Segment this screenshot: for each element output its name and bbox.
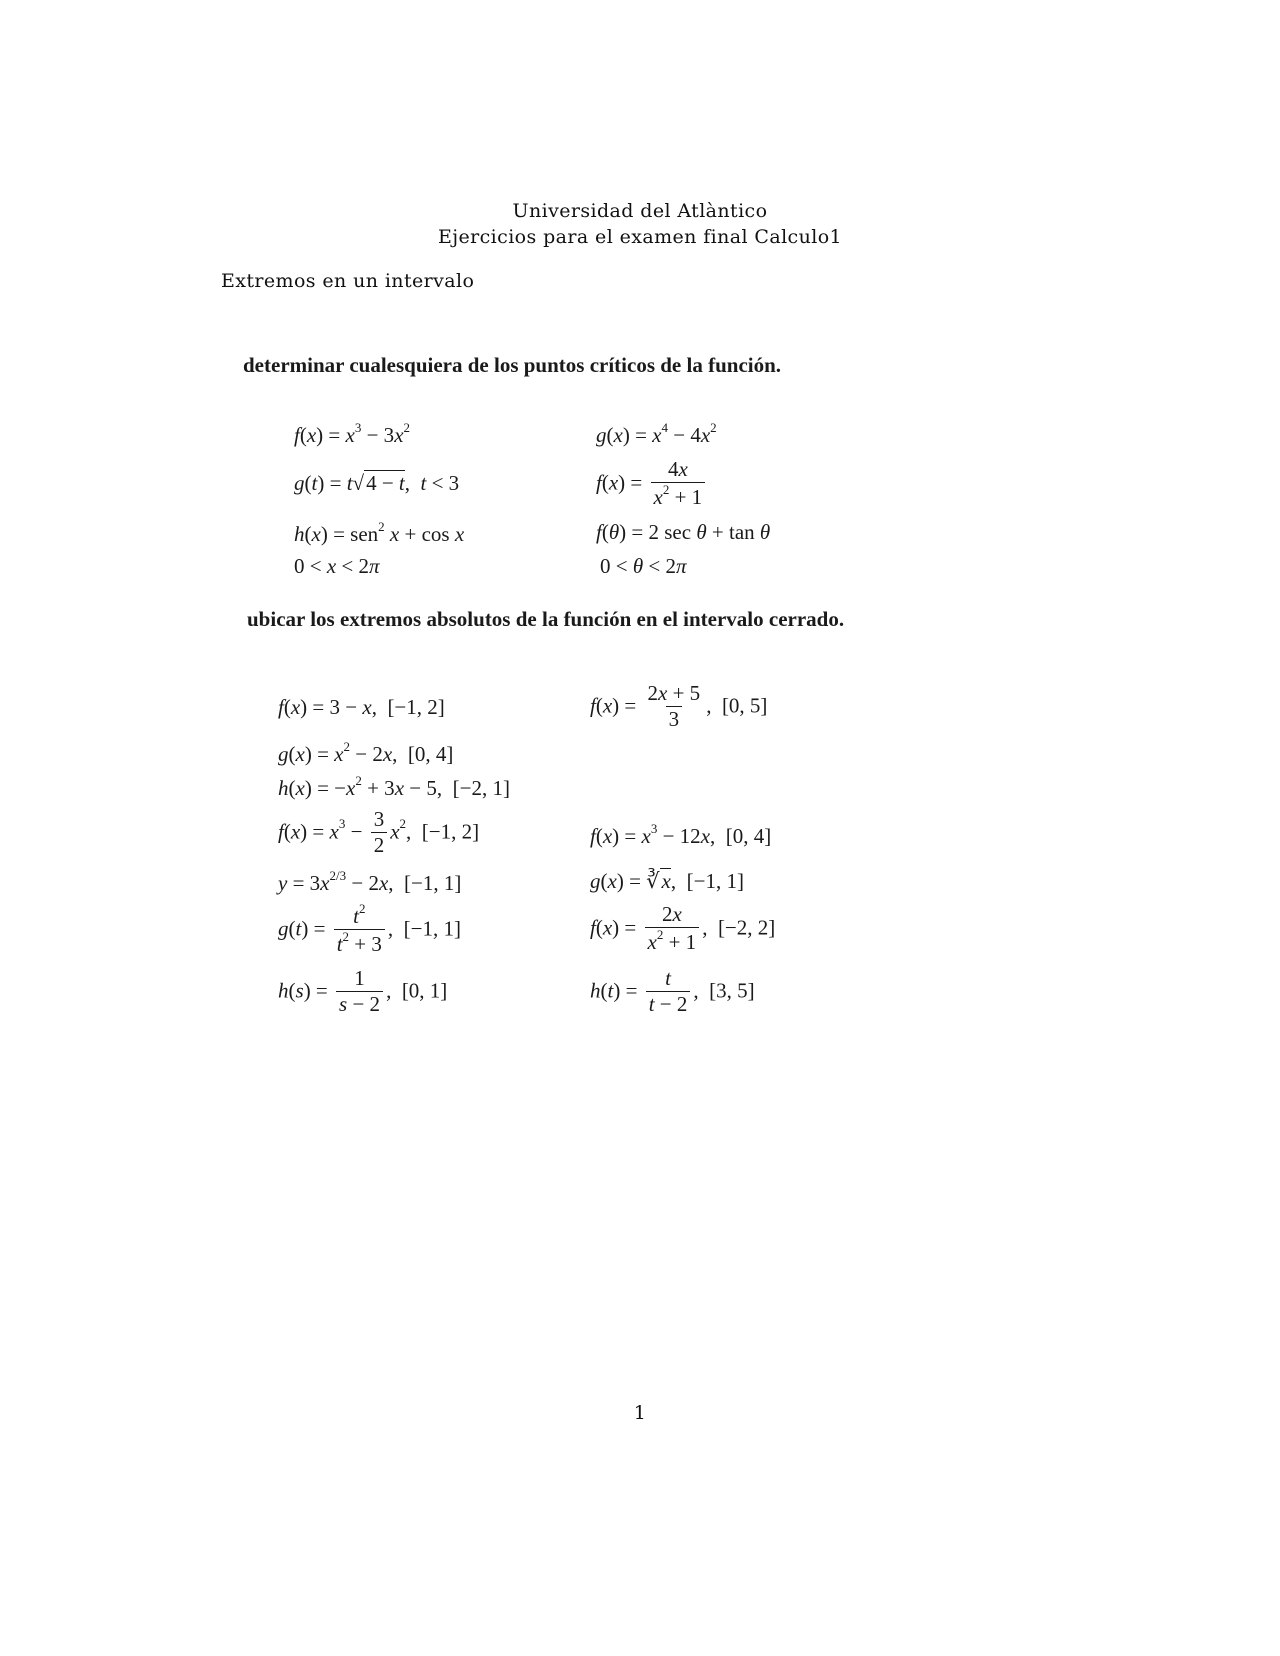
exercise-extrema-11: h(s) = $\frac{1}{s - 2}$ , [0, 1] [278, 966, 448, 1016]
exercise-critical-4: f(x) = $\frac{4x}{x^2 + 1}$ [596, 460, 708, 509]
exercise-critical-6: f(θ) = 2 sec θ + tan θ [596, 520, 771, 544]
exercise-extrema-3: $g(x) = x^2 - 2x$, [0, 4] [278, 739, 454, 766]
page-number: 1 [633, 1402, 647, 1424]
instruction-absolute-extrema: ubicar los extremos absolutos de la función en el intervalo cerrado. [247, 607, 845, 631]
exercise-extrema-1: f(x) = 3 − x, [−1, 2] [278, 695, 445, 719]
instruction-critical-points: determinar cualesquiera de los puntos críticos de la función. [243, 353, 782, 377]
exercise-extrema-10: f(x) = $\frac{2x}{x^2 + 1}$ , [−2, 2] [590, 902, 776, 954]
exercise-extrema-7: $y = 3x^{2/3} - 2x$, [−1, 1] [278, 868, 462, 895]
exercise-critical-1: $f(x) = x^3 - 3x^2$ [294, 420, 411, 447]
document-subtitle: Ejercicios para el examen final Calculo1 [437, 226, 843, 248]
exercise-extrema-9: g(t) = $\frac{t^2}{t^2 + 3}$ , [−1, 1] [278, 901, 461, 956]
exercise-critical-5: h(x) = sen$^2$ x + cos x [294, 519, 465, 546]
exercise-extrema-5: $f(x) = x^3$ − $\frac{3}{2}$ $x^2$, [−1, 2] [278, 807, 480, 857]
document-title: Universidad del Atlàntico [512, 200, 768, 222]
exercise-extrema-12: h(t) = $\frac{t}{t - 2}$ , [3, 5] [590, 966, 755, 1016]
exercise-critical-5-domain: 0 < x < 2π [294, 554, 380, 578]
exercise-critical-3: g(t) = t√4 − t, t < 3 [294, 471, 460, 495]
exercise-critical-2: $g(x) = x^4 - 4x^2$ [596, 420, 717, 447]
exercise-extrema-4: $h(x) = -x^2 + 3x - 5$, [−2, 1] [278, 773, 510, 800]
exercise-critical-6-domain: 0 < θ < 2π [600, 554, 687, 578]
exercise-extrema-2: f(x) = $\frac{2x + 5}{3}$ , [0, 5] [590, 681, 768, 731]
exercise-extrema-8: g(x) = ∛x, [−1, 1] [590, 869, 744, 893]
section-heading: Extremos en un intervalo [221, 270, 475, 292]
exercise-extrema-6: $f(x) = x^3 - 12x$, [0, 4] [590, 821, 772, 848]
